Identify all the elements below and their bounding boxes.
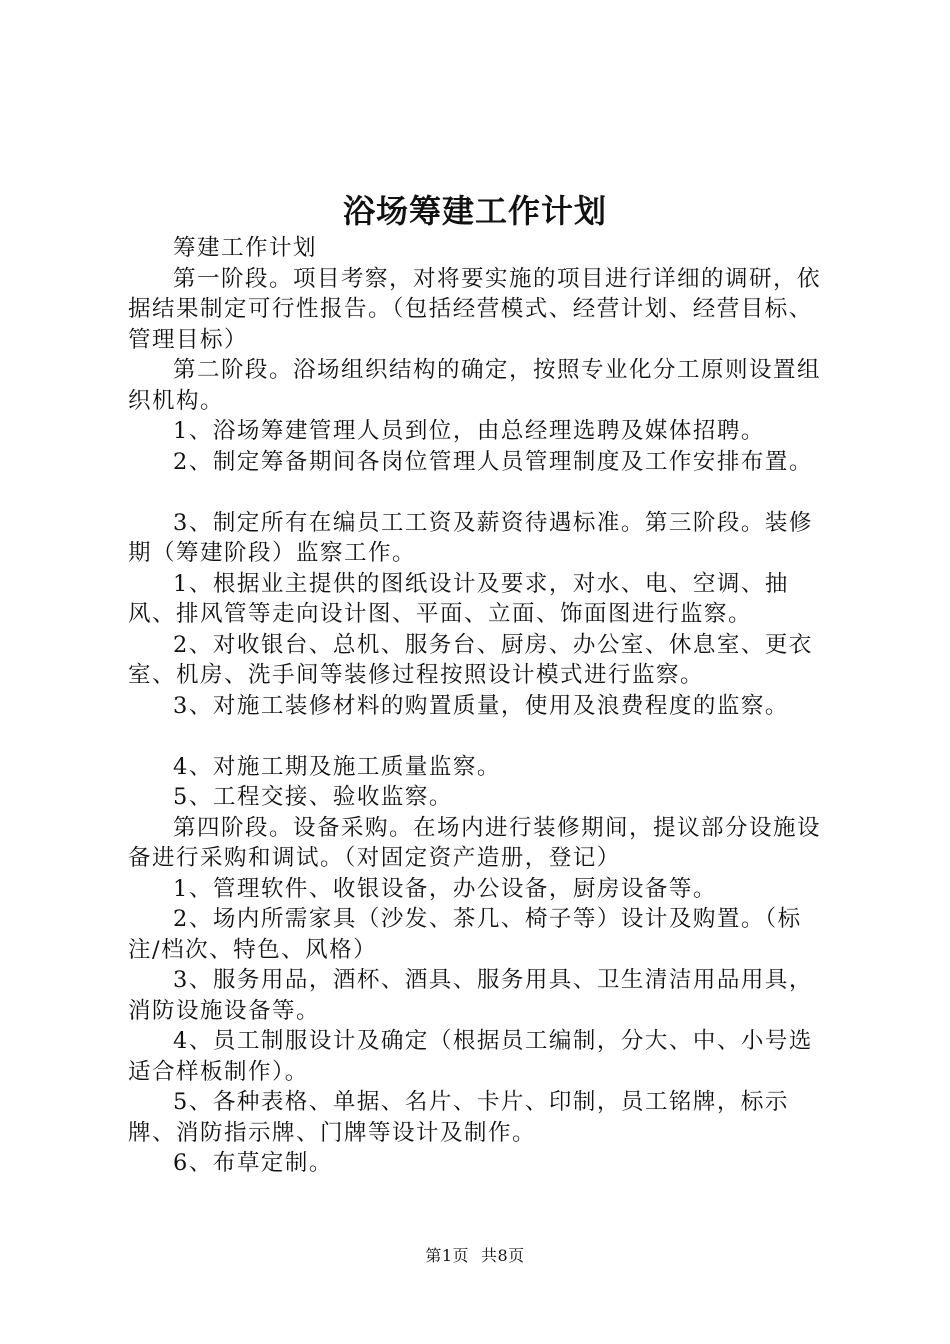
paragraph-item: 4、员工制服设计及确定（根据员工编制，分大、中、小号选适合样板制作）。 [128,1028,813,1085]
paragraph-stage-one: 第一阶段。项目考察，对将要实施的项目进行详细的调研，依据结果制定可行性报告。（包括经营模式、经营计划、经营目标、管理目标） [128,265,822,353]
paragraph-item: 6、布草定制。 [173,1150,333,1176]
paragraph-item: 3、服务用品，酒杯、酒具、服务用具、卫生清洁用品用具，消防设施设备等。 [128,967,813,1024]
paragraph-stage-two: 第二阶段。浴场组织结构的确定，按照专业化分工原则设置组织机构。 [128,357,822,414]
paragraph-item: 1、管理软件、收银设备，办公设备，厨房设备等。 [173,875,717,902]
paragraph-item: 5、工程交接、验收监察。 [173,784,453,810]
paragraph-subtitle: 筹建工作计划 [173,235,318,261]
paragraph-item: 1、浴场筹建管理人员到位，由总经理选聘及媒体招聘。 [173,418,765,444]
paragraph-item: 2、制定筹备期间各岗位管理人员管理制度及工作安排布置。 [173,448,813,475]
page-total: 共8页 [481,1246,525,1265]
paragraph-stage-four: 第四阶段。设备采购。在场内进行装修期间，提议部分设施设备进行采购和调试。（对固定资产造册，登记） [128,814,822,871]
document-title: 浴场筹建工作计划 [342,192,607,230]
paragraph-item: 1、根据业主提供的图纸设计及要求，对水、电、空调、抽风、排风管等走向设计图、平面、立面、饰面图进行监察。 [128,570,789,627]
document-body [128,233,834,1179]
paragraph-item: 2、对收银台、总机、服务台、厨房、办公室、休息室、更衣室、机房、洗手间等装修过程按照设计模式进行监察。 [128,631,813,688]
paragraph-item: 2、场内所需家具（沙发、茶几、椅子等）设计及购置。（标注/档次、特色、风格） [128,906,802,963]
paragraph-item: 3、对施工装修材料的购置质量，使用及浪费程度的监察。 [173,692,789,719]
paragraph-item: 4、对施工期及施工质量监察。 [173,753,501,780]
paragraph-item: 3、制定所有在编员工工资及薪资待遇标准。第三阶段。装修期（筹建阶段）监察工作。 [128,509,813,566]
page-footer [0,1243,950,1266]
paragraph-item: 5、各种表格、单据、名片、卡片、印制，员工铭牌，标示牌、消防指示牌、门牌等设计及制作。 [128,1089,789,1146]
page-number: 第1页 [425,1246,469,1265]
